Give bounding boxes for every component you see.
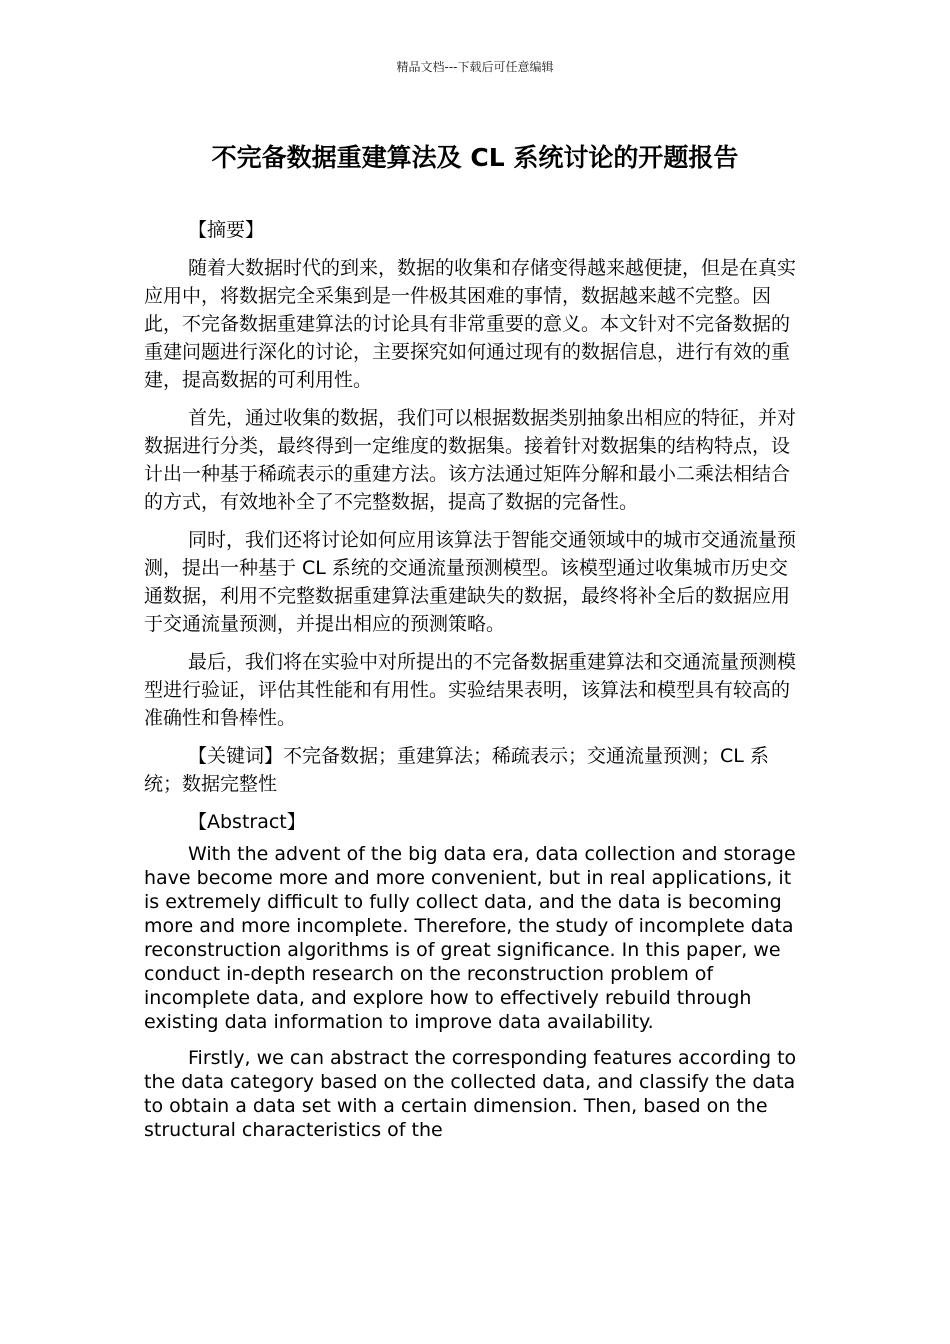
document-body xyxy=(144,216,804,1154)
abstract-cn-paragraph: 最后，我们将在实验中对所提出的不完备数据重建算法和交通流量预测模型进行验证，评估其性能和有用性。实验结果表明，该算法和模型具有较高的准确性和鲁棒性。 xyxy=(144,651,797,729)
document-title: 不完备数据重建算法及 CL 系统讨论的开题报告 xyxy=(211,143,739,172)
abstract-cn-paragraph: 随着大数据时代的到来，数据的收集和存储变得越来越便捷，但是在真实应用中，将数据完全采集到是一件极其困难的事情，数据越来越不完整。因此，不完备数据重建算法的讨论具有非常重要的意义。本文针对不完备数据的重建问题进行深化的讨论，主要探究如何通过现有的数据信息，进行有效的重建，提高数据的可利用性。 xyxy=(144,257,797,391)
abstract-en-paragraph: With the advent of the big data era, data collection and storage have become more and more convenient, but in real applications, it is extremely difficult to fully collect data, and the data is becoming more and more incomplete. Therefore, the study of incomplete data reconstruction algorithms is of great significance. In this paper, we conduct in-depth research on the reconstruction problem of incomplete data, and explore how to effectively rebuild through existing data information to improve data availability. xyxy=(144,843,796,1033)
header-note: 精品文档---下载后可任意编辑 xyxy=(396,60,554,74)
abstract-en-paragraph: Firstly, we can abstract the corresponding features according to the data category based on the collected data, and classify the data to obtain a data set with a certain dimension. Then, based on the structural characteristics of the xyxy=(144,1047,797,1141)
abstract-en-heading: 【Abstract】 xyxy=(188,811,306,833)
abstract-cn-paragraph: 首先，通过收集的数据，我们可以根据数据类别抽象出相应的特征，并对数据进行分类，最终得到一定维度的数据集。接着针对数据集的结构特点，设计出一种基于稀疏表示的重建方法。该方法通过矩阵分解和最小二乘法相结合的方式，有效地补全了不完整数据，提高了数据的完备性。 xyxy=(144,407,797,513)
abstract-cn-paragraph: 同时，我们还将讨论如何应用该算法于智能交通领域中的城市交通流量预测，提出一种基于 CL 系统的交通流量预测模型。该模型通过收集城市历史交通数据，利用不完整数据重建算法重建缺失的数据，最终将补全后的数据应用于交通流量预测，并提出相应的预测策略。 xyxy=(144,529,797,635)
abstract-cn-heading: 【摘要】 xyxy=(188,219,265,241)
keywords-cn: 【关键词】不完备数据；重建算法；稀疏表示；交通流量预测；CL 系统；数据完整性 xyxy=(144,745,769,795)
